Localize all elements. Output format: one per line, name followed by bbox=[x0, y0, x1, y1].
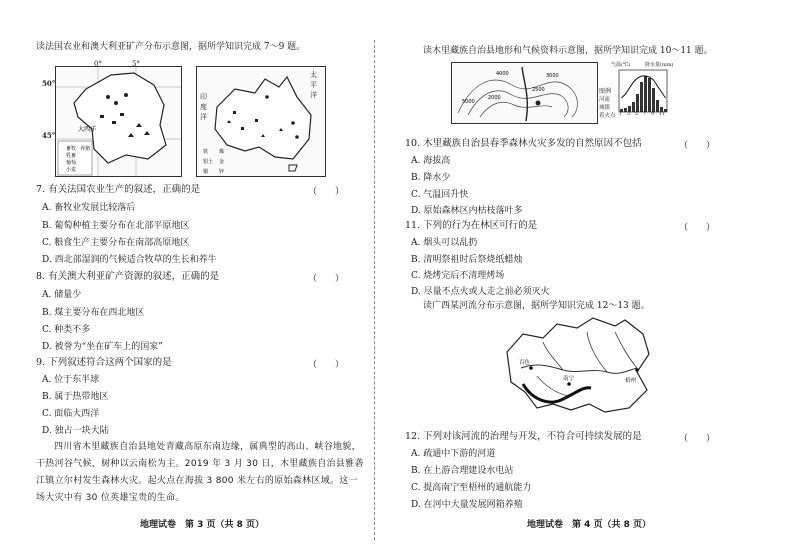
answer-bracket-9: （ ） bbox=[308, 360, 345, 370]
label-wuzhou: 梧州 bbox=[625, 378, 637, 384]
question-7-stem: 有关法国农业生产的叙述，正确的是 bbox=[48, 184, 201, 195]
column-divider bbox=[374, 40, 375, 540]
lon-0: 0° bbox=[94, 60, 102, 68]
muli-map-svg bbox=[452, 63, 597, 123]
legend-town: 城镇 bbox=[599, 105, 611, 111]
lat-45: 45° bbox=[42, 131, 56, 140]
q11-option-c: C. 烧烤完后不清理烤场 bbox=[411, 271, 505, 281]
q11-option-a: A. 烟头可以乱扔 bbox=[411, 238, 478, 248]
question-10 bbox=[405, 138, 642, 150]
q10-option-c: C. 气温回升快 bbox=[411, 190, 469, 200]
question-12 bbox=[405, 431, 642, 443]
q8-option-b: B. 煤主要分布在西北地区 bbox=[42, 308, 145, 318]
month-3: 3 bbox=[627, 112, 630, 117]
q9-option-d: D. 独占一块大陆 bbox=[42, 426, 109, 436]
q12-option-a: A. 疏通中下游的河道 bbox=[411, 449, 496, 459]
q7-option-d: D. 西北部湿润的气候适合牧草的生长和养牛 bbox=[42, 255, 217, 265]
legend-fire-point: 着火点 bbox=[599, 113, 616, 119]
question-11-number: 11. bbox=[405, 220, 421, 231]
legend-river: 河流 bbox=[599, 97, 611, 103]
contour-3000: 3000 bbox=[546, 73, 559, 79]
month-1: 1 bbox=[619, 112, 622, 117]
question-8-stem: 有关澳大利亚矿产资源的叙述，正确的是 bbox=[48, 271, 220, 282]
legend-france-1: 畜牧 bbox=[66, 146, 77, 152]
precip-bar bbox=[640, 82, 643, 112]
q9-option-c: C. 面临大西洋 bbox=[42, 409, 100, 419]
precip-bar bbox=[644, 76, 647, 112]
question-9-number: 9. bbox=[36, 357, 46, 368]
q9-option-a: A. 位于东半球 bbox=[42, 375, 100, 385]
precip-bar bbox=[636, 94, 639, 112]
passage-muli-fire: 四川省木里藏族自治县地处青藏高原东南边缘，属典型的高山、峡谷地貌，干热河谷气候，树种以云南松为主。2019 年 3 月 30 日，木里藏族自治县雅砻江镇立尔村发生森林火灾。起火点在海拔 3 800 米左右的原始森林区域。这一场大灾中有 30 位英雄宝贵的生命。 bbox=[36, 442, 364, 503]
intro-7-9: 读法国农业和澳大利亚矿产分布示意图，据所学知识完成 7～9 题。 bbox=[36, 42, 306, 52]
answer-bracket-8: （ ） bbox=[308, 274, 345, 284]
precip-bar bbox=[652, 88, 655, 112]
question-12-stem: 下列对该河流的治理与开发，不符合可持续发展的是 bbox=[423, 431, 642, 442]
precip-bar bbox=[648, 78, 651, 112]
climate-temp-label: 气温(℃) bbox=[611, 62, 631, 68]
label-baise: 百色 bbox=[519, 360, 531, 366]
month-5: 5 bbox=[635, 112, 638, 117]
q12-option-c: C. 提高南宁至梧州的通航能力 bbox=[411, 483, 532, 493]
answer-bracket-12: （ ） bbox=[679, 434, 716, 444]
page-footer-3: 地理试卷 第 3 页（共 8 页） bbox=[140, 520, 265, 530]
answer-bracket-10: （ ） bbox=[679, 141, 716, 151]
legend-france-5: 养猪 bbox=[80, 146, 91, 152]
question-7 bbox=[36, 184, 200, 196]
q12-option-d: D. 在河中大量发展网箱养殖 bbox=[411, 500, 523, 510]
precip-bar bbox=[656, 100, 659, 112]
label-nanning: 南宁 bbox=[563, 376, 575, 382]
question-11 bbox=[405, 220, 537, 232]
q8-option-d: D. 被誉为“坐在矿车上的国家” bbox=[42, 342, 163, 352]
ocean-pacific: 太平洋 bbox=[310, 71, 317, 99]
legend-aus-5: 铜 bbox=[203, 169, 209, 175]
q10-option-b: B. 降水少 bbox=[411, 173, 451, 183]
australia-minerals-map bbox=[196, 66, 326, 177]
legend-aus-2: 煤 bbox=[219, 149, 225, 155]
intro-12-13: 读广西某河流分布示意图，据所学知识完成 12～13 题。 bbox=[423, 301, 650, 311]
climate-months bbox=[619, 112, 667, 120]
answer-bracket-11: （ ） bbox=[679, 223, 716, 233]
question-9-stem: 下列叙述符合这两个国家的是 bbox=[48, 357, 172, 368]
question-12-number: 12. bbox=[405, 431, 421, 442]
sea-label-atlantic: 大西洋 bbox=[78, 126, 97, 133]
month-9: 9 bbox=[651, 112, 654, 117]
answer-bracket-7: （ ） bbox=[308, 187, 345, 197]
contour-5000: 5000 bbox=[462, 99, 475, 105]
month-7: 7 bbox=[643, 112, 646, 117]
guangxi-map-svg bbox=[497, 312, 659, 420]
legend-title: 图例 bbox=[599, 88, 612, 95]
page-footer-4: 地理试卷 第 4 页（共 8 页） bbox=[527, 520, 652, 530]
question-9 bbox=[36, 357, 172, 369]
lon-5: 5° bbox=[132, 60, 140, 68]
guangxi-river-map bbox=[497, 312, 659, 420]
france-map-svg bbox=[56, 67, 181, 176]
question-10-stem: 木里藏族自治县春季森林火灾多发的自然原因不包括 bbox=[423, 138, 642, 149]
contour-2500: 2500 bbox=[532, 87, 545, 93]
legend-aus-1: 铁 bbox=[203, 149, 209, 155]
france-agriculture-map bbox=[55, 66, 182, 177]
australia-map-svg bbox=[197, 67, 325, 176]
intro-10-11: 读木里藏族自治县地形和气候资料示意图，据所学知识完成 10～11 题。 bbox=[423, 46, 713, 56]
month-11: 11 bbox=[659, 112, 665, 117]
q12-option-b: B. 在上游合理建设水电站 bbox=[411, 466, 514, 476]
legend-france-3: 葡萄 bbox=[66, 160, 77, 166]
q10-option-a: A. 海拔高 bbox=[411, 156, 451, 166]
legend-aus-3: 铝土 bbox=[203, 159, 214, 165]
q10-option-d: D. 原始森林区内枯枝落叶多 bbox=[411, 206, 523, 216]
precip-bar bbox=[632, 102, 635, 112]
legend-aus-6: 锌 bbox=[219, 169, 225, 175]
q9-option-b: B. 属于热带地区 bbox=[42, 392, 109, 402]
q8-option-c: C. 种类不多 bbox=[42, 325, 91, 335]
right-page bbox=[397, 0, 794, 560]
q7-option-a: A. 畜牧业发展比较落后 bbox=[42, 203, 136, 213]
contour-2000: 2000 bbox=[488, 95, 501, 101]
lat-50: 50° bbox=[42, 79, 56, 88]
question-8 bbox=[36, 271, 219, 283]
q11-option-d: D. 尽量不点火或人走之前必须灭火 bbox=[411, 287, 550, 297]
legend-france-2: 乳畜 bbox=[66, 153, 77, 159]
legend-france-4: 小麦 bbox=[66, 167, 77, 173]
muli-climate-chart bbox=[611, 62, 674, 122]
q7-option-c: C. 粮食生产主要分布在南部高原地区 bbox=[42, 238, 190, 248]
question-11-stem: 下列的行为在林区可行的是 bbox=[423, 220, 538, 231]
ocean-indian: 印度洋 bbox=[200, 93, 207, 121]
question-10-number: 10. bbox=[405, 138, 421, 149]
contour-4000: 4000 bbox=[496, 71, 509, 77]
climate-precip-label: 降水量(mm) bbox=[645, 62, 674, 68]
q7-option-b: B. 葡萄种植主要分布在北部平原地区 bbox=[42, 221, 190, 231]
question-7-number: 7. bbox=[36, 184, 46, 195]
legend-aus-4: 金 bbox=[219, 159, 225, 165]
question-8-number: 8. bbox=[36, 271, 46, 282]
q8-option-a: A. 储量少 bbox=[42, 290, 82, 300]
q11-option-b: B. 清明祭祖时后祭烧纸蜡烛 bbox=[411, 255, 523, 265]
muli-terrain-map bbox=[451, 62, 598, 124]
